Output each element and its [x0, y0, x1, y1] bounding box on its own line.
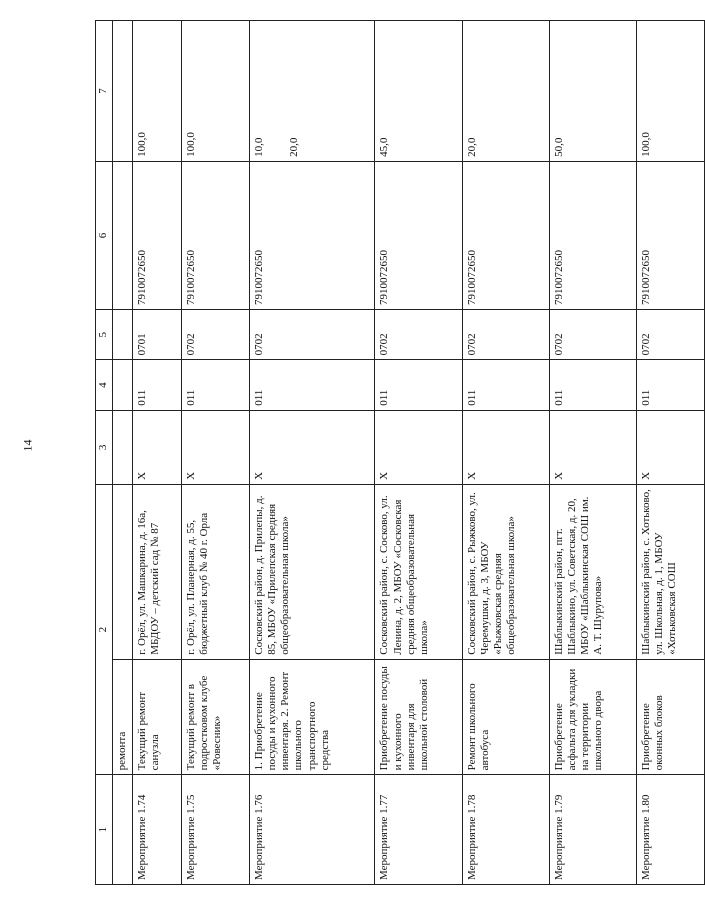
header-cell: 3	[96, 410, 113, 484]
address-cell: Шаблыкинский район, с. Хотьково, ул. Школьная, д. 1, МБОУ «Хотьковская СОШ	[636, 484, 704, 659]
target-article-cell: 7910072650	[636, 161, 704, 309]
address-cell: Сосковский район, с. Сосково, ул. Ленина, д. 2, МБОУ «Сосковская средняя общеобразовательная школа»	[375, 484, 462, 659]
event-name-cell: Текущий ремонт санузла	[133, 659, 182, 775]
amount-second: 20,0	[288, 137, 300, 157]
amount-cell: 100,0	[636, 21, 704, 162]
target-article-cell: 7910072650	[249, 161, 375, 309]
mark-cell: X	[181, 410, 249, 484]
cell	[113, 21, 133, 162]
cell	[113, 161, 133, 309]
section-code-cell: 0702	[375, 310, 462, 360]
event-id-cell: Мероприятие 1.77	[375, 775, 462, 885]
cell	[113, 310, 133, 360]
section-code-cell: 0701	[133, 310, 182, 360]
address-cell: г. Орёл, ул. Планерная, д. 55, бюджетный клуб № 40 г. Орла	[181, 484, 249, 659]
event-name-cell: 1. Приобретение посуды и кухонного инвентаря. 2. Ремонт школьного транспортного средства	[249, 659, 375, 775]
address-cell: Сосковский район, с. Рыжково, ул. Черемушки, д. 3, МБОУ «Рыжковская средняя общеобразовательная школа»	[462, 484, 549, 659]
section-code-cell: 0702	[249, 310, 375, 360]
section-code-cell: 0702	[181, 310, 249, 360]
table-row	[133, 21, 182, 885]
event-name-cell: Приобретение асфальта для укладки на территории школьного двора	[549, 659, 636, 775]
grbs-code-cell: 011	[133, 360, 182, 410]
header-cell: 5	[96, 310, 113, 360]
event-id-cell: Мероприятие 1.76	[249, 775, 375, 885]
header-cell: 1	[96, 775, 113, 885]
table-row	[549, 21, 636, 885]
event-name-cell: Ремонт школьного автобуса	[462, 659, 549, 775]
event-id-cell: Мероприятие 1.79	[549, 775, 636, 885]
target-article-cell: 7910072650	[133, 161, 182, 309]
grbs-code-cell: 011	[375, 360, 462, 410]
cell	[113, 410, 133, 484]
table-row	[181, 21, 249, 885]
table-frame	[95, 20, 705, 885]
budget-table	[95, 20, 705, 885]
target-article-cell: 7910072650	[549, 161, 636, 309]
grbs-code-cell: 011	[462, 360, 549, 410]
header-cell: 6	[96, 161, 113, 309]
target-article-cell: 7910072650	[462, 161, 549, 309]
event-name-cell: Приобретение посуды и кухонного инвентаря для школьной столовой	[375, 659, 462, 775]
mark-cell: X	[375, 410, 462, 484]
mark-cell: X	[462, 410, 549, 484]
page-number: 14	[20, 439, 35, 452]
rotated-table-container	[95, 20, 705, 885]
grbs-code-cell: 011	[549, 360, 636, 410]
header-row	[96, 21, 113, 885]
amount-cell: 10,0 20,0	[249, 21, 375, 162]
amount-cell: 50,0	[549, 21, 636, 162]
grbs-code-cell: 011	[636, 360, 704, 410]
event-id-cell: Мероприятие 1.78	[462, 775, 549, 885]
continuation-row	[113, 21, 133, 885]
address-cell: Шаблыкинский район, пгт. Шаблыкино, ул. Советская, д. 20, МБОУ «Шаблыкинская СОШ им. А. Т. Шурупова»	[549, 484, 636, 659]
grbs-code-cell: 011	[249, 360, 375, 410]
event-id-cell: Мероприятие 1.74	[133, 775, 182, 885]
mark-cell: X	[636, 410, 704, 484]
mark-cell: X	[549, 410, 636, 484]
cell	[113, 360, 133, 410]
mark-cell: X	[133, 410, 182, 484]
address-cell: г. Орёл, ул. Машкарина, д. 16а, МБДОУ – детский сад № 87	[133, 484, 182, 659]
section-code-cell: 0702	[549, 310, 636, 360]
address-cell: Сосковский район, д. Прилепы, д. 85, МБОУ «Прилепская средняя общеобразовательная школа»	[249, 484, 375, 659]
header-cell: 2	[96, 484, 113, 774]
cell	[113, 484, 133, 659]
mark-cell: X	[249, 410, 375, 484]
section-code-cell: 0702	[636, 310, 704, 360]
target-article-cell: 7910072650	[375, 161, 462, 309]
event-name-cell: Текущий ремонт в подростковом клубе «Ровесник»	[181, 659, 249, 775]
event-id-cell: Мероприятие 1.75	[181, 775, 249, 885]
cell	[113, 775, 133, 885]
header-cell: 4	[96, 360, 113, 410]
grbs-code-cell: 011	[181, 360, 249, 410]
amount-cell: 100,0	[133, 21, 182, 162]
table-row	[375, 21, 462, 885]
amount-cell: 45,0	[375, 21, 462, 162]
section-code-cell: 0702	[462, 310, 549, 360]
amount-cell: 100,0	[181, 21, 249, 162]
event-id-cell: Мероприятие 1.80	[636, 775, 704, 885]
table-row	[636, 21, 704, 885]
amount-cell: 20,0	[462, 21, 549, 162]
table-row	[249, 21, 375, 885]
event-name-cell: Приобретение оконных блоков	[636, 659, 704, 775]
cell: ремонта	[113, 659, 133, 775]
header-cell: 7	[96, 21, 113, 162]
target-article-cell: 7910072650	[181, 161, 249, 309]
table-row	[462, 21, 549, 885]
